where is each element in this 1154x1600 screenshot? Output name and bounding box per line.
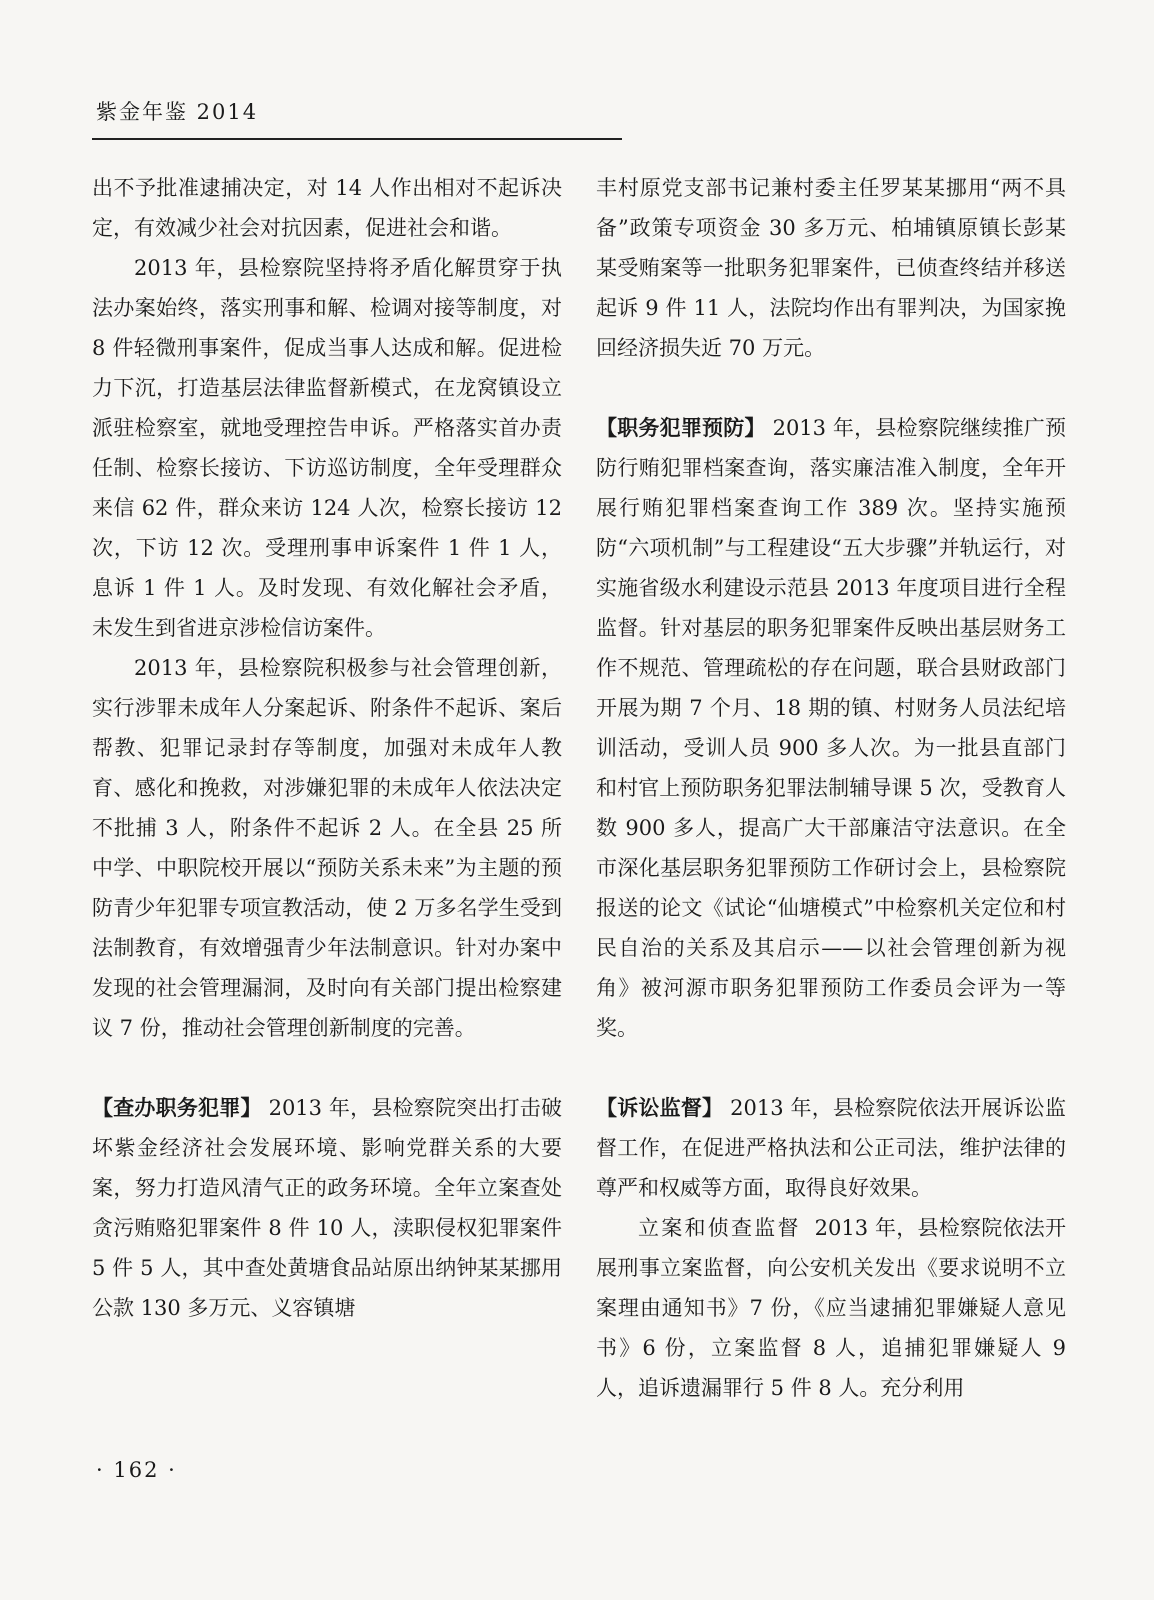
section-duty-crime-investigation (92, 1088, 562, 1328)
paragraph-continued: 丰村原党支部书记兼村委主任罗某某挪用“两不具备”政策专项资金 30 多万元、柏埔镇原镇长彭某某受贿案等一批职务犯罪案件，已侦查终结并移送起诉 9 件 11 人，法院均作出有罪判决，为国家挽回经济损失近 70 万元。 (596, 176, 1066, 360)
left-column (92, 168, 562, 1328)
subsection-heading: 立案和侦查监督 (638, 1216, 801, 1240)
section-text: 2013 年，县检察院继续推广预防行贿犯罪档案查询，落实廉洁准入制度，全年开展行贿犯罪档案查询工作 389 次。坚持实施预防“六项机制”与工程建设“五大步骤”并轨运行，对实施省级水利建设示范县 2013 年度项目进行全程监督。针对基层的职务犯罪案件反映出基层财务工作不规范、管理疏松的存在问题，联合县财政部门开展为期 7 个月、18 期的镇、村财务人员法纪培训活动，受训人员 900 多人次。为一批县直部门和村官上预防职务犯罪法制辅导课 5 次，受教育人数 900 多人，提高广大干部廉洁守法意识。在全市深化基层职务犯罪预防工作研讨会上，县检察院报送的论文《试论“仙塘模式”中检察机关定位和村民自治的关系及其启示——以社会管理创新为视角》被河源市职务犯罪预防工作委员会评为一等奖。 (596, 416, 1066, 1040)
page-number: · 162 · (96, 1458, 177, 1482)
subsection-text: 2013 年，县检察院依法开展刑事立案监督，向公安机关发出《要求说明不立案理由通知书》7 份，《应当逮捕犯罪嫌疑人意见书》6 份，立案监督 8 人，追捕犯罪嫌疑人 9 人，追诉遗漏罪行 5 件 8 人。充分利用 (596, 1216, 1067, 1400)
section-heading: 【查办职务犯罪】 (92, 1096, 262, 1120)
section-duty-crime-prevention (596, 408, 1066, 1048)
section-text: 2013 年，县检察院突出打击破坏紫金经济社会发展环境、影响党群关系的大要案，努力打造风清气正的政务环境。全年立案查处贪污贿赂犯罪案件 8 件 10 人，渎职侵权犯罪案件 5 件 5 人，其中查处黄塘食品站原出纳钟某某挪用公款 130 多万元、义容镇塘 (92, 1096, 562, 1320)
section-heading: 【诉讼监督】 (596, 1096, 724, 1120)
section-text: 2013 年，县检察院依法开展诉讼监督工作，在促进严格执法和公正司法，维护法律的尊严和权威等方面，取得良好效果。 (596, 1096, 1066, 1200)
right-column (596, 168, 1066, 1408)
running-title: 紫金年鉴 2014 (96, 100, 259, 124)
section-gap (596, 368, 1066, 408)
section-heading: 【职务犯罪预防】 (596, 416, 766, 440)
paragraph-continued: 出不予批准逮捕决定，对 14 人作出相对不起诉决定，有效减少社会对抗因素，促进社会和谐。 (92, 176, 562, 240)
section-gap (92, 1048, 562, 1088)
section-litigation-supervision (596, 1088, 1066, 1208)
section-gap (596, 1048, 1066, 1088)
paragraph-conflict-resolution: 2013 年，县检察院坚持将矛盾化解贯穿于执法办案始终，落实刑事和解、检调对接等制度，对 8 件轻微刑事案件，促成当事人达成和解。促进检力下沉，打造基层法律监督新模式，在龙窝镇设立派驻检察室，就地受理控告申诉。严格落实首办责任制、检察长接访、下访巡访制度，全年受理群众来信 62 件，群众来访 124 人次，检察长接访 12 次，下访 12 次。受理刑事申诉案件 1 件 1 人，息诉 1 件 1 人。及时发现、有效化解社会矛盾，未发生到省进京涉检信访案件。 (92, 256, 562, 640)
paragraph-social-management: 2013 年，县检察院积极参与社会管理创新，实行涉罪未成年人分案起诉、附条件不起诉、案后帮教、犯罪记录封存等制度，加强对未成年人教育、感化和挽救，对涉嫌犯罪的未成年人依法决定不批捕 3 人，附条件不起诉 2 人。在全县 25 所中学、中职院校开展以“预防关系未来”为主题的预防青少年犯罪专项宣教活动，使 2 万多名学生受到法制教育，有效增强青少年法制意识。针对办案中发现的社会管理漏洞，及时向有关部门提出检察建议 7 份，推动社会管理创新制度的完善。 (92, 656, 562, 1040)
subsection-filing-supervision (596, 1208, 1066, 1408)
header-rule (92, 138, 622, 140)
